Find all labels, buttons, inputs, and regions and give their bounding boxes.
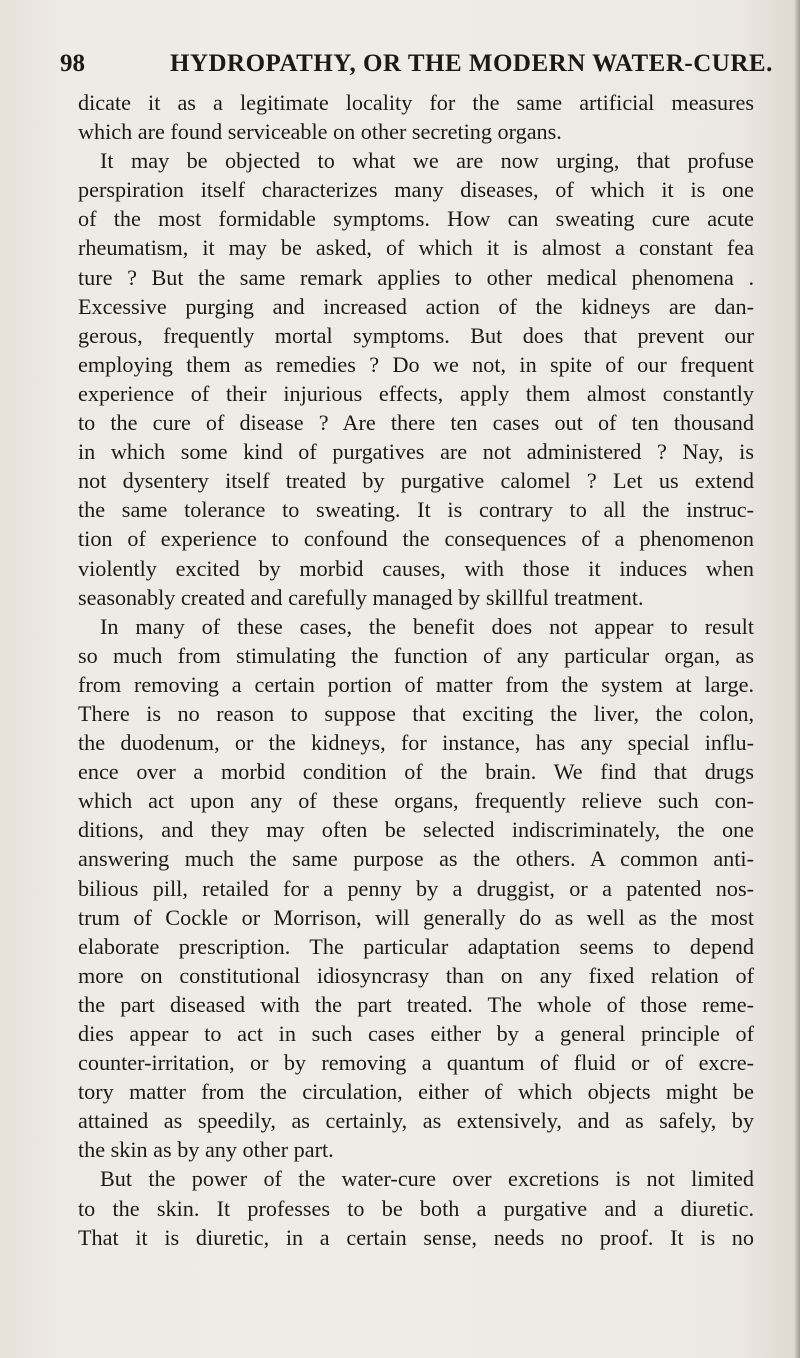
running-title: HYDROPATHY, OR THE MODERN WATER-CURE. <box>170 50 773 77</box>
text-line: of the most formidable symptoms. How can sweating cure acute <box>78 206 754 232</box>
text-line: In many of these cases, the benefit does not appear to result <box>100 613 754 639</box>
body-text <box>78 88 754 1252</box>
text-line: answering much the same purpose as the others. A common anti- <box>78 846 754 872</box>
text-line: the skin as by any other part. <box>78 1137 334 1163</box>
text-line: in which some kind of purgatives are not administered ? Nay, is <box>78 439 754 465</box>
text-line: the part diseased with the part treated. The whole of those reme- <box>78 991 754 1017</box>
text-line: ence over a morbid condition of the brain. We find that drugs <box>78 759 754 785</box>
text-line: But the power of the water-cure over excretions is not limited <box>100 1166 754 1192</box>
text-line: employing them as remedies ? Do we not, in spite of our frequent <box>78 351 754 377</box>
text-line: It may be objected to what we are now urging, that profuse <box>100 148 754 174</box>
text-line: from removing a certain portion of matter from the system at large. <box>78 671 754 697</box>
text-line: the same tolerance to sweating. It is contrary to all the instruc- <box>78 497 754 523</box>
text-line: more on constitutional idiosyncrasy than on any fixed relation of <box>78 962 754 988</box>
text-line: violently excited by morbid causes, with those it induces when <box>78 555 754 581</box>
text-line: attained as speedily, as certainly, as extensively, and as safely, by <box>78 1108 754 1134</box>
text-line: That it is diuretic, in a certain sense, needs no proof. It is no <box>78 1224 754 1250</box>
text-line: There is no reason to suppose that exciting the liver, the colon, <box>78 700 754 726</box>
text-line: not dysentery itself treated by purgative calomel ? Let us extend <box>78 468 754 494</box>
text-line: Excessive purging and increased action of the kidneys are dan- <box>78 293 754 319</box>
text-line: tion of experience to confound the consequences of a phenomenon <box>78 526 754 552</box>
text-line: rheumatism, it may be asked, of which it is almost a constant fea <box>78 235 754 261</box>
text-line: which are found serviceable on other secreting organs. <box>78 119 562 145</box>
page-number: 98 <box>60 50 85 77</box>
page-edge-shadow <box>794 0 800 1358</box>
text-line: so much from stimulating the function of any particular organ, as <box>78 642 754 668</box>
text-line: the duodenum, or the kidneys, for instance, has any special influ- <box>78 730 754 756</box>
text-line: counter-irritation, or by removing a quantum of fluid or of excre- <box>78 1050 754 1076</box>
text-line: dies appear to act in such cases either by a general principle of <box>78 1021 754 1046</box>
running-head <box>60 46 773 82</box>
text-line: elaborate prescription. The particular adaptation seems to depend <box>78 933 754 959</box>
text-line: experience of their injurious effects, apply them almost constantly <box>78 380 754 406</box>
text-line: to the skin. It professes to be both a purgative and a diuretic. <box>78 1195 754 1221</box>
text-line: gerous, frequently mortal symptoms. But does that prevent our <box>78 322 754 348</box>
text-line: to the cure of disease ? Are there ten cases out of ten thousand <box>78 410 754 436</box>
text-line: ture ? But the same remark applies to other medical phenomena . <box>78 264 754 290</box>
text-line: tory matter from the circulation, either of which objects might be <box>78 1079 754 1105</box>
text-line: perspiration itself characterizes many diseases, of which it is one <box>78 177 754 203</box>
text-line: ditions, and they may often be selected indiscriminately, the one <box>78 817 754 843</box>
text-line: bilious pill, retailed for a penny by a druggist, or a patented nos- <box>78 875 754 901</box>
text-line: seasonably created and carefully managed by skillful treatment. <box>78 584 644 610</box>
text-line: which act upon any of these organs, frequently relieve such con- <box>78 788 754 814</box>
text-line: dicate it as a legitimate locality for the same artificial measures <box>78 90 754 115</box>
text-line: trum of Cockle or Morrison, will generally do as well as the most <box>78 904 754 930</box>
